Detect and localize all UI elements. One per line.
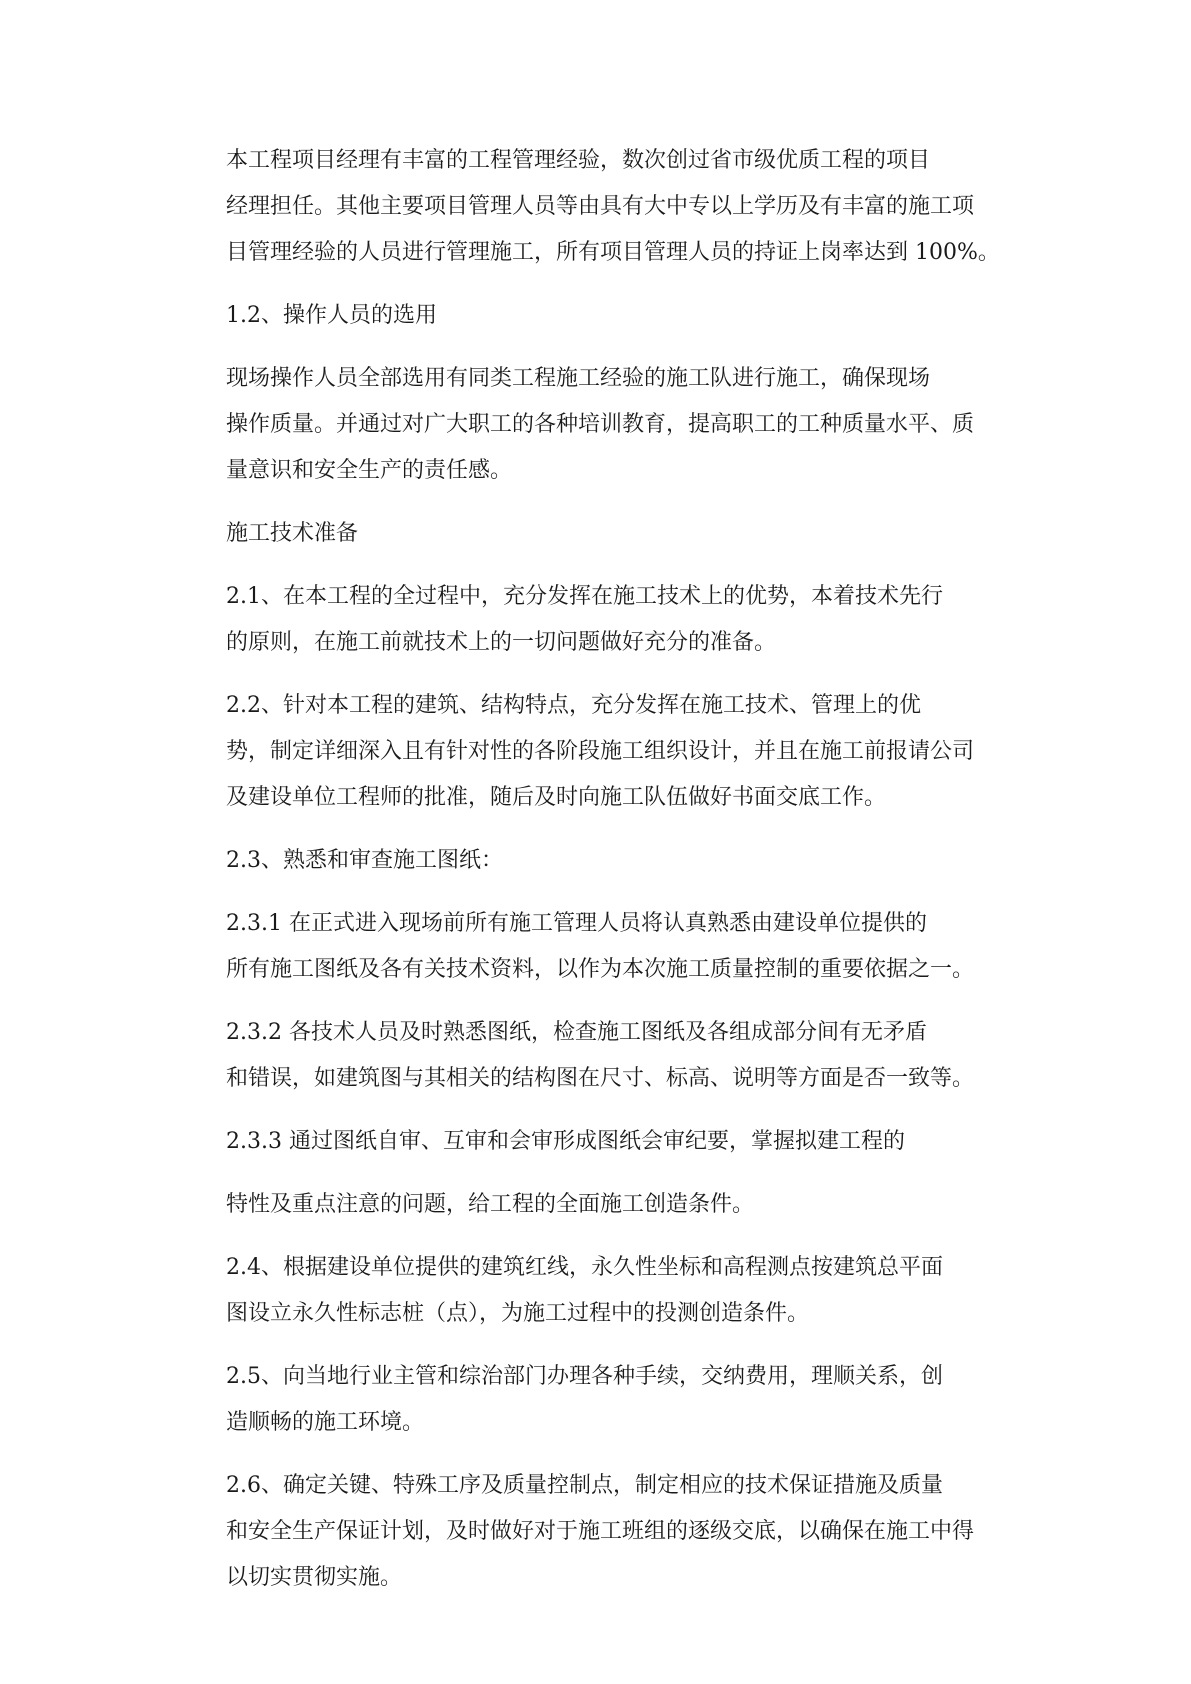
- text-line: 造顺畅的施工环境。: [226, 1410, 425, 1435]
- text-line: 和安全生产保证计划，及时做好对于施工班组的逐级交底，以确保在施工中得: [226, 1519, 975, 1544]
- heading-text: 1.2、操作人员的选用: [226, 303, 437, 328]
- text-line: 的原则，在施工前就技术上的一切问题做好充分的准备。: [226, 630, 777, 655]
- paragraph-project-manager: [182, 138, 1012, 276]
- text-line: 和错误，如建筑图与其相关的结构图在尺寸、标高、说明等方面是否一致等。: [226, 1066, 975, 1091]
- text-line: 操作质量。并通过对广大职工的各种培训教育，提高职工的工种质量水平、质: [226, 412, 975, 437]
- text-line: 以切实贯彻实施。: [226, 1565, 403, 1590]
- text-line: 2.4、根据建设单位提供的建筑红线，永久性坐标和高程测点按建筑总平面: [226, 1255, 943, 1280]
- text-line: 2.3.3 通过图纸自审、互审和会审形成图纸会审纪要，掌握拟建工程的: [226, 1129, 905, 1154]
- paragraph-2-1: [182, 574, 1012, 666]
- section-heading-technical-preparation: [182, 511, 1012, 557]
- text-line: 2.3.1 在正式进入现场前所有施工管理人员将认真熟悉由建设单位提供的: [226, 911, 927, 936]
- text-line: 2.1、在本工程的全过程中，充分发挥在施工技术上的优势，本着技术先行: [226, 584, 943, 609]
- paragraph-2-3-1: [182, 901, 1012, 993]
- text-line: 特性及重点注意的问题，给工程的全面施工创造条件。: [226, 1192, 755, 1217]
- section-heading-1-2: [182, 293, 1012, 339]
- text-line: 及建设单位工程师的批准，随后及时向施工队伍做好书面交底工作。: [226, 785, 887, 810]
- heading-text: 2.3、熟悉和审查施工图纸：: [226, 848, 503, 873]
- text-line: 本工程项目经理有丰富的工程管理经验，数次创过省市级优质工程的项目: [226, 148, 931, 173]
- paragraph-2-5: [182, 1354, 1012, 1446]
- paragraph-2-4: [182, 1245, 1012, 1337]
- text-line: 图设立永久性标志桩（点），为施工过程中的投测创造条件。: [226, 1301, 810, 1326]
- document-body: [182, 138, 1012, 1618]
- paragraph-2-3-3-continuation: [182, 1182, 1012, 1228]
- text-line: 经理担任。其他主要项目管理人员等由具有大中专以上学历及有丰富的施工项: [226, 194, 975, 219]
- paragraph-2-3-2: [182, 1010, 1012, 1102]
- paragraph-2-6: [182, 1463, 1012, 1601]
- heading-text: 施工技术准备: [226, 521, 359, 546]
- paragraph-2-2: [182, 683, 1012, 821]
- text-line: 2.5、向当地行业主管和综治部门办理各种手续，交纳费用，理顺关系，创: [226, 1364, 943, 1389]
- text-line: 2.2、针对本工程的建筑、结构特点，充分发挥在施工技术、管理上的优: [226, 693, 921, 718]
- paragraph-operators: [182, 356, 1012, 494]
- text-line: 现场操作人员全部选用有同类工程施工经验的施工队进行施工，确保现场: [226, 366, 931, 391]
- text-line: 2.3.2 各技术人员及时熟悉图纸，检查施工图纸及各组成部分间有无矛盾: [226, 1020, 927, 1045]
- text-line: 势，制定详细深入且有针对性的各阶段施工组织设计，并且在施工前报请公司: [226, 739, 975, 764]
- text-line: 量意识和安全生产的责任感。: [226, 458, 513, 483]
- section-heading-2-3: [182, 838, 1012, 884]
- text-line: 所有施工图纸及各有关技术资料，以作为本次施工质量控制的重要依据之一。: [226, 957, 975, 982]
- paragraph-2-3-3: [182, 1119, 1012, 1165]
- text-line: 目管理经验的人员进行管理施工，所有项目管理人员的持证上岗率达到 100%。: [226, 240, 1000, 265]
- text-line: 2.6、确定关键、特殊工序及质量控制点，制定相应的技术保证措施及质量: [226, 1473, 943, 1498]
